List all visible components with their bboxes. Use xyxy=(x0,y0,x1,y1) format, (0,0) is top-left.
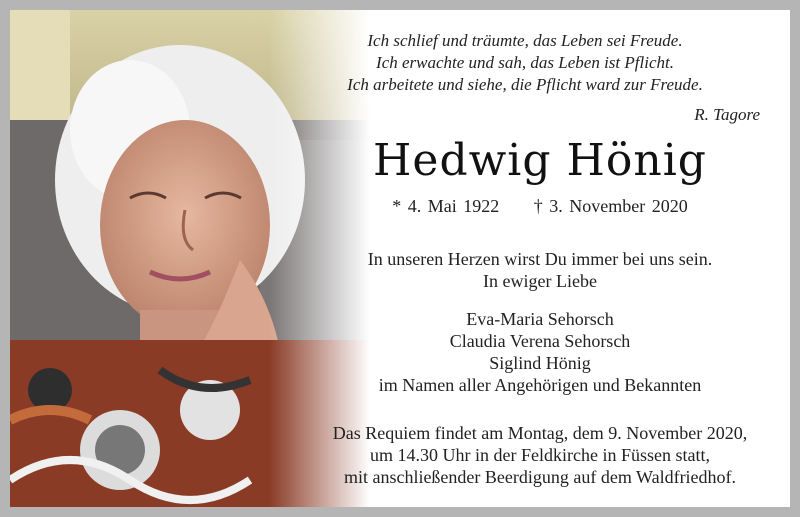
mourner: Claudia Verena Sehorsch xyxy=(449,331,631,351)
service-line: um 14.30 Uhr in der Feldkirche in Füssen statt, xyxy=(370,445,710,465)
quote-line: Ich erwachte und sah, das Leben ist Pflicht. xyxy=(376,53,674,72)
quote-author: R. Tagore xyxy=(694,105,760,124)
quote-line: Ich schlief und träumte, das Leben sei Freude. xyxy=(367,31,683,50)
tagore-quote xyxy=(310,30,740,96)
death-date: † 3. November 2020 xyxy=(533,196,688,216)
mourner: Siglind Hönig xyxy=(489,353,591,373)
mourner: Eva-Maria Sehorsch xyxy=(466,309,614,329)
memorial-line: In ewiger Liebe xyxy=(483,271,597,291)
life-dates xyxy=(310,196,770,217)
memorial-text xyxy=(310,248,770,292)
deceased-name: Hedwig Hönig xyxy=(373,135,707,186)
quote-line: Ich arbeitete und siehe, die Pflicht ward zur Freude. xyxy=(347,75,703,94)
mourners-list xyxy=(310,308,770,396)
service-line: mit anschließender Beerdigung auf dem Waldfriedhof. xyxy=(343,467,737,487)
service-line: Das Requiem findet am Montag, dem 9. November 2020, xyxy=(332,423,748,443)
service-info xyxy=(310,422,770,488)
obituary-text xyxy=(310,10,790,507)
mourner-note: im Namen aller Angehörigen und Bekannten xyxy=(378,375,702,395)
memorial-line: In unseren Herzen wirst Du immer bei uns sein. xyxy=(367,249,713,269)
birth-date: * 4. Mai 1922 xyxy=(392,196,500,216)
